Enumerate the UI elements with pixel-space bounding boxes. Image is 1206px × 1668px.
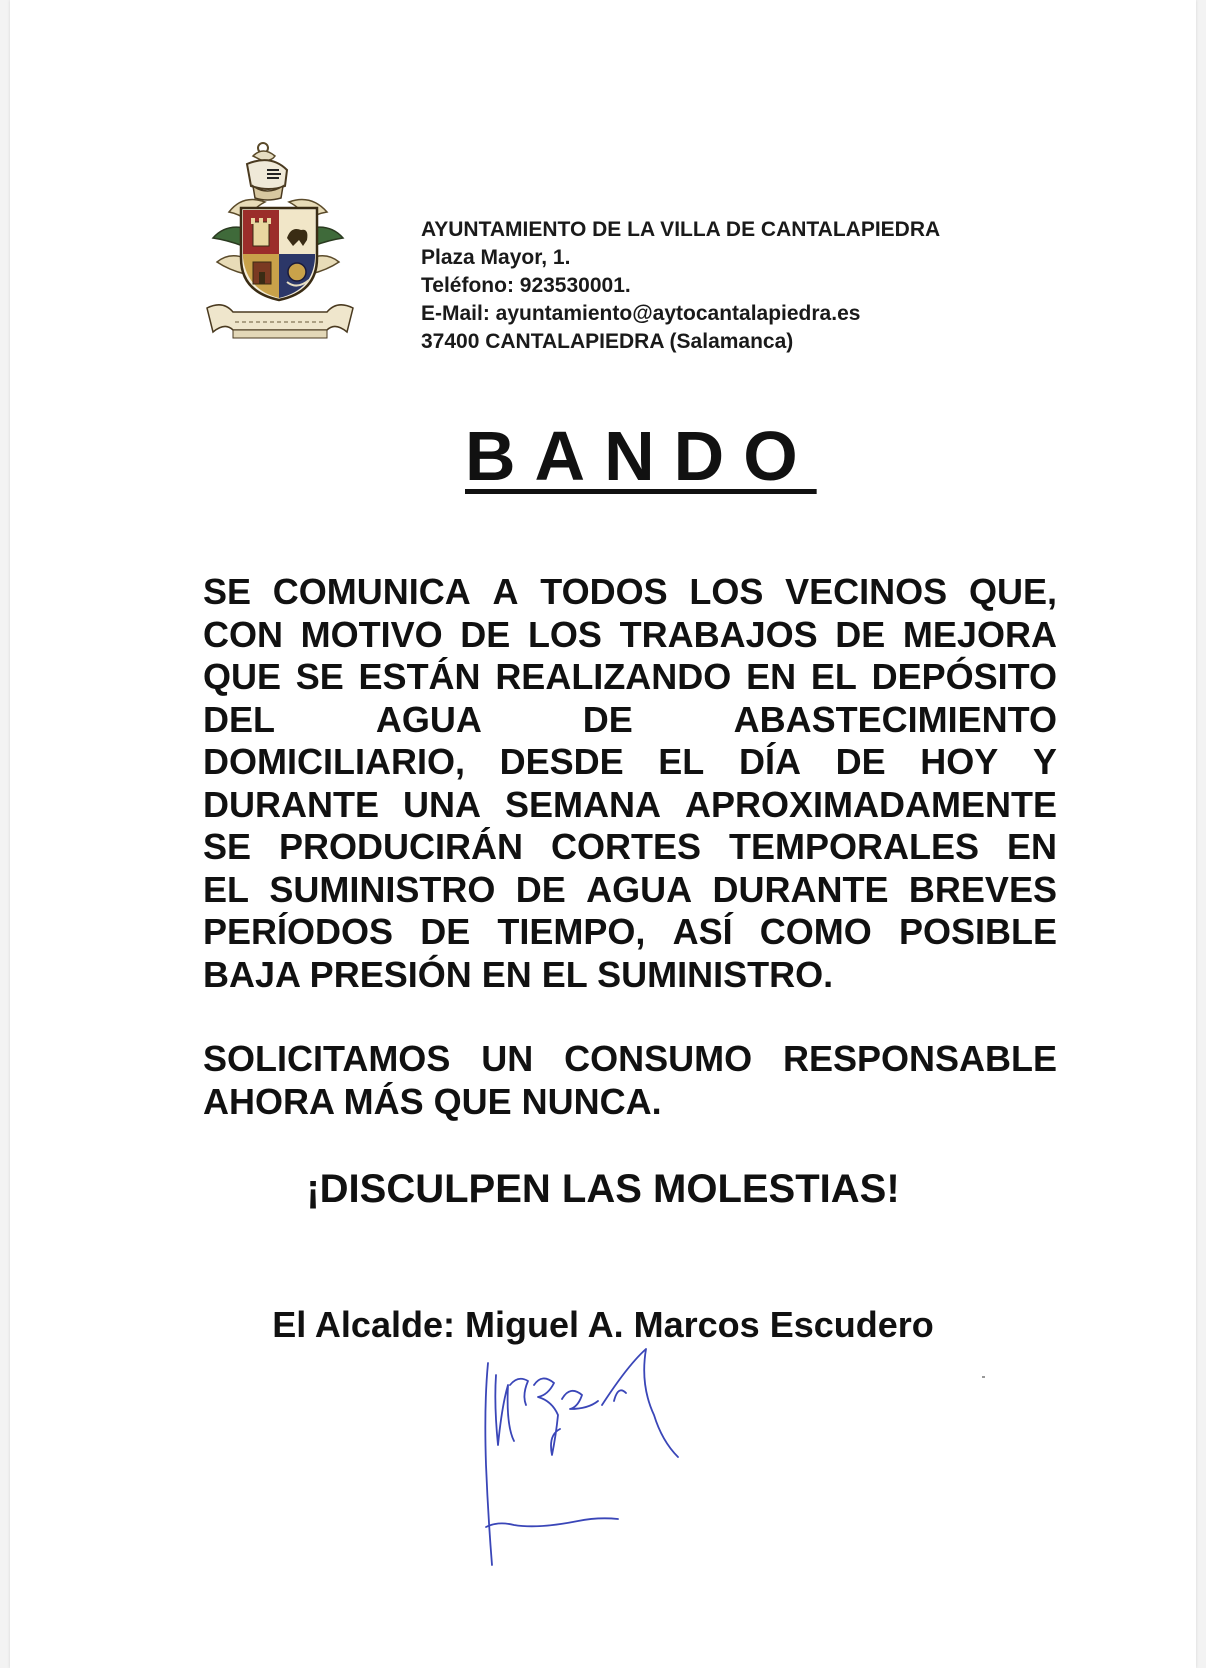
body-word: EL	[203, 868, 250, 910]
paragraph-2	[203, 1038, 1057, 1081]
body-word: SEMANA	[504, 783, 661, 825]
body-word: Y	[1032, 741, 1057, 782]
body-word: DOMICILIARIO,	[203, 741, 465, 782]
body-word: DÍA	[738, 741, 801, 782]
body-line	[203, 869, 1057, 912]
body-word: DURANTE	[712, 868, 889, 910]
announcement-body	[203, 571, 1057, 1123]
body-line	[203, 699, 1057, 742]
paragraph-1-last-line: BAJA PRESIÓN EN EL SUMINISTRO.	[203, 953, 834, 995]
address: Plaza Mayor, 1.	[421, 246, 571, 269]
body-line	[203, 826, 1057, 869]
body-word: UNA	[402, 783, 481, 825]
apology-text: ¡DISCULPEN LAS MOLESTIAS!	[306, 1167, 900, 1211]
body-word: DEPÓSITO	[871, 656, 1057, 697]
body-word: PRODUCIRÁN	[279, 826, 524, 867]
body-word: MEJORA	[902, 613, 1057, 655]
body-line	[203, 741, 1057, 784]
body-word: ABASTECIMIENTO	[733, 698, 1057, 740]
body-word: RESPONSABLE	[782, 1038, 1057, 1079]
body-word: DE	[420, 911, 471, 952]
body-word: TRABAJOS	[619, 613, 818, 655]
body-word: QUE,	[968, 571, 1057, 612]
body-word: SOLICITAMOS	[203, 1038, 451, 1079]
body-word: HOY	[920, 741, 999, 782]
body-word: DE	[835, 613, 886, 655]
body-line	[203, 784, 1057, 827]
body-word: EL	[810, 656, 857, 697]
body-word: CORTES	[550, 826, 701, 867]
body-word: REALIZANDO	[495, 656, 732, 697]
body-word: CONSUMO	[564, 1038, 753, 1079]
paragraph-1	[203, 571, 1057, 954]
body-word: VECINOS	[785, 571, 948, 612]
body-word: SE	[295, 656, 344, 697]
body-word: EN	[746, 656, 797, 697]
body-word: DE	[835, 741, 886, 782]
paragraph-2-last-line: AHORA MÁS QUE NUNCA.	[203, 1080, 662, 1122]
shield-icon	[241, 208, 317, 300]
body-word: CON	[203, 613, 283, 655]
body-word: AGUA	[586, 868, 693, 910]
body-word: DE	[582, 698, 633, 740]
body-word: SUMINISTRO	[269, 868, 496, 910]
document-title: BANDO	[465, 417, 817, 495]
body-word: LOS	[527, 613, 602, 655]
city: 37400 CANTALAPIEDRA (Salamanca)	[421, 330, 794, 353]
body-word: PERÍODOS	[203, 911, 394, 952]
ribbon-banner	[207, 305, 353, 332]
email: E-Mail: ayuntamiento@aytocantalapiedra.es	[421, 302, 861, 325]
body-word: TEMPORALES	[728, 826, 979, 867]
body-line	[203, 1038, 1057, 1081]
mayor-name: El Alcalde: Miguel A. Marcos Escudero	[272, 1304, 934, 1345]
body-word: LOS	[689, 571, 764, 612]
scan-speck	[982, 1376, 985, 1378]
phone: Teléfono: 923530001.	[421, 274, 631, 297]
body-word: COMUNICA	[272, 571, 471, 612]
body-word: DESDE	[499, 741, 624, 782]
body-word: TIEMPO,	[497, 911, 646, 952]
signature-image	[478, 1345, 728, 1575]
body-word: TODOS	[540, 571, 668, 612]
body-word: EN	[1006, 826, 1057, 867]
body-word: DE	[460, 613, 511, 655]
body-word: EL	[658, 741, 705, 782]
coat-of-arms-logo	[203, 142, 357, 347]
body-word: DEL	[203, 698, 275, 740]
body-word: DURANTE	[203, 783, 379, 825]
body-line	[203, 911, 1057, 954]
body-word: SE	[203, 826, 252, 867]
body-word: MOTIVO	[300, 613, 443, 655]
letterhead	[421, 216, 940, 356]
institution-name: AYUNTAMIENTO DE LA VILLA DE CANTALAPIEDRA	[421, 218, 941, 241]
body-word: SE	[203, 571, 252, 612]
body-word: DE	[515, 868, 566, 910]
body-word: UN	[481, 1038, 534, 1079]
body-word: BREVES	[908, 868, 1057, 910]
body-word: APROXIMADAMENTE	[684, 783, 1057, 825]
body-word: QUE	[203, 656, 282, 697]
body-word: A	[492, 571, 519, 612]
body-line	[203, 571, 1057, 614]
body-line	[203, 656, 1057, 699]
body-word: ASÍ	[672, 911, 733, 952]
body-word: POSIBLE	[898, 911, 1057, 952]
body-word: ESTÁN	[358, 656, 481, 697]
body-word: COMO	[759, 911, 872, 952]
body-line	[203, 614, 1057, 657]
body-word: AGUA	[375, 698, 482, 740]
